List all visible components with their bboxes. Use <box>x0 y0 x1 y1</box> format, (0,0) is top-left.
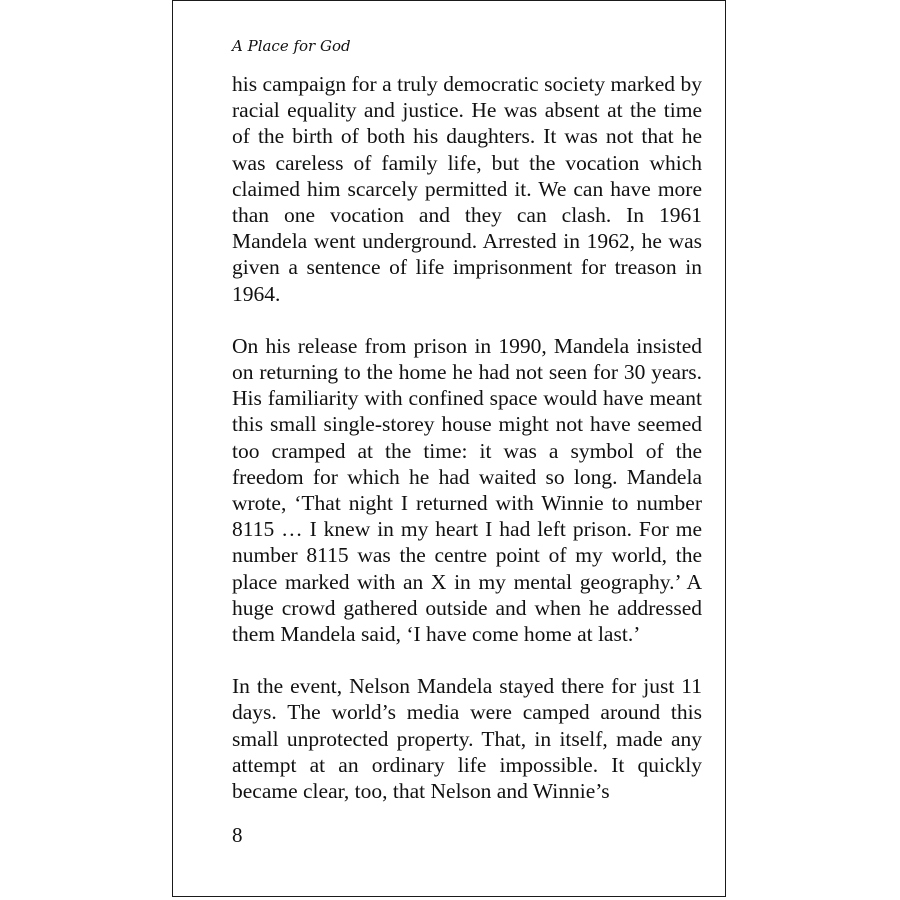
body-text <box>232 71 702 804</box>
paragraph: his campaign for a truly democratic society marked by racial equality and justice. He was absent at the time of the birth of both his daughters. It was not that he was careless of family life, but the vocation which claimed him scarcely permitted it. We can have more than one vocation and they can clash. In 1961 Mandela went underground. Arrested in 1962, he was given a sentence of life imprisonment for treason in 1964. <box>232 72 702 306</box>
running-header: A Place for God <box>232 37 351 55</box>
book-page <box>172 0 726 897</box>
paragraph: On his release from prison in 1990, Mandela insisted on returning to the home he had not seen for 30 years. His familiarity with confined space would have meant this small single-storey house might not have seemed too cramped at the time: it was a symbol of the freedom for which he had waited so long. Mandela wrote, ‘That night I returned with Winnie to number 8115 … I knew in my heart I had left prison. For me number 8115 was the centre point of my world, the place marked with an X in my mental geography.’ A huge crowd gathered outside and when he addressed them Mandela said, ‘I have come home at last.’ <box>232 333 702 647</box>
page-number: 8 <box>232 823 243 847</box>
paragraph: In the event, Nelson Mandela stayed there for just 11 days. The world’s media were camped around this small unprotected property. That, in itself, made any attempt at an ordinary life impossible. It quickly became clear, too, that Nelson and Winnie’s <box>232 674 702 804</box>
